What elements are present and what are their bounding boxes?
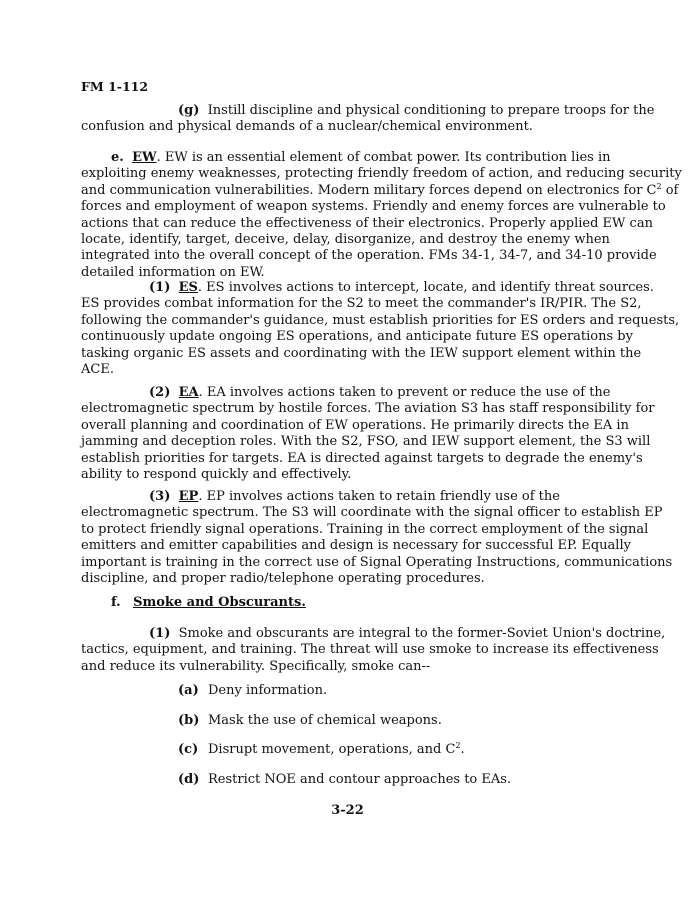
list-item-label: (b) [178,713,200,728]
list-item-label: (d) [178,772,200,787]
paragraph-ea-text-line: electromagnetic spectrum by hostile forces. The aviation S3 has staff responsibility for [81,401,655,417]
list-item [178,713,442,729]
paragraph-g-label: (g) [178,103,200,118]
paragraph-e-text-line: forces and employment of weapon systems. Friendly and enemy forces are vulnerable to [81,199,666,215]
paragraph-ep-text-line: important is training in the correct use of Signal Operating Instructions, communications [81,554,673,570]
list-item-text: Deny information. [208,683,328,698]
paragraph-ep-text-line: discipline, and proper radio/telephone operating procedures. [81,571,485,587]
paragraph-smoke-text-line: Smoke and obscurants are integral to the former-Soviet Union's doctrine, [178,626,666,641]
superscript: 2 [455,741,461,750]
paragraph-ep-text-line: . EP involves actions taken to retain friendly use of the [198,489,560,504]
paragraph-smoke [81,626,666,675]
paragraph-e-text-line: exploiting enemy weaknesses, protecting friendly freedom of action, and reducing security [81,166,682,182]
paragraph-smoke-text-line: tactics, equipment, and training. The threat will use smoke to increase its effectiveness [81,642,659,658]
paragraph-ea-text-line: . EA involves actions taken to prevent or reduce the use of the [198,385,611,400]
list-item-text: . [460,742,465,757]
paragraph-ea [81,385,655,483]
paragraph-e-text-line: integrated into the overall concept of the operation. FMs 34-1, 34-7, and 34-10 provide [81,248,657,264]
paragraph-es [81,280,680,378]
list-item [178,772,511,788]
paragraph-smoke-label: (1) [149,626,171,641]
paragraph-ea-text-line: ability to respond quickly and effectively. [81,467,352,483]
paragraph-ep [81,489,673,587]
paragraph-e-text-line: and communication vulnerabilities. Modern military forces depend on electronics for C [81,182,657,198]
manual-number: FM 1-112 [81,79,149,94]
paragraph-g-text-line: Instill discipline and physical conditioning to prepare troops for the [207,103,655,118]
paragraph-es-text-line: ACE. [81,362,114,378]
paragraph-smoke-text-line: and reduce its vulnerability. Specifically, smoke can-- [81,658,431,674]
paragraph-es-text-line: following the commander's guidance, must establish priorities for ES orders and requests, [81,312,680,328]
paragraph-e-text-line: . EW is an essential element of combat power. Its contribution lies in [156,150,611,165]
paragraph-ep-text-line: emitters and emitter capabilities and design is necessary for successful EP. Equally [81,538,631,554]
paragraph-ea-text-line: establish priorities for targets. EA is directed against targets to degrade the enemy's [81,450,643,466]
paragraph-g [81,103,655,136]
paragraph-es-label: (1) [149,280,171,295]
paragraph-ea-text-line: jamming and deception roles. With the S2, FSO, and IEW support element, the S3 will [81,434,651,450]
paragraph-e-text-line: actions that can reduce the effectiveness of their electronics. Properly applied EW can [81,215,653,231]
paragraph-e-text-line: locate, identify, target, deceive, delay, disorganize, and destroy the enemy when [81,232,610,248]
paragraph-es-text-line: continuously update ongoing ES operations, and anticipate future ES operations by [81,329,633,345]
section-f-label: f. [111,595,121,610]
paragraph-g-text-line: confusion and physical demands of a nuclear/chemical environment. [81,119,533,135]
paragraph-ep-text-line: electromagnetic spectrum. The S3 will coordinate with the signal officer to establish EP [81,505,663,521]
section-f-title: Smoke and Obscurants. [133,595,306,610]
paragraph-e-ew [81,150,682,281]
paragraph-es-title: ES [178,280,198,295]
page-number: 3-22 [331,803,364,818]
paragraph-ep-label: (3) [149,489,171,504]
list-item [178,683,327,699]
paragraph-e-label: e. [111,150,124,165]
paragraph-ea-text-line: overall planning and coordination of EW operations. He primarily directs the EA in [81,417,629,433]
paragraph-e-text-line: detailed information on EW. [81,264,265,280]
paragraph-e-text-line: of [661,182,679,198]
superscript: 2 [656,181,662,191]
paragraph-ep-text-line: to protect friendly signal operations. Training in the correct employment of the signal [81,521,649,537]
paragraph-ep-title: EP [178,489,199,504]
list-item-text: Disrupt movement, operations, and C [208,742,456,757]
paragraph-es-text-line: . ES involves actions to intercept, locate, and identify threat sources. [197,280,654,295]
paragraph-es-text-line: tasking organic ES assets and coordinating with the IEW support element within the [81,345,642,361]
list-item-text: Mask the use of chemical weapons. [208,713,442,728]
paragraph-es-text-line: ES provides combat information for the S2 to meet the commander's IR/PIR. The S2, [81,296,642,312]
paragraph-ea-title: EA [178,385,199,400]
list-item-label: (c) [178,742,199,757]
list-item-text: Restrict NOE and contour approaches to EAs. [208,772,512,787]
list-item [178,742,465,758]
list-item-label: (a) [178,683,199,698]
section-f-heading [81,595,609,611]
paragraph-ea-label: (2) [149,385,171,400]
paragraph-e-title: EW [132,150,157,165]
